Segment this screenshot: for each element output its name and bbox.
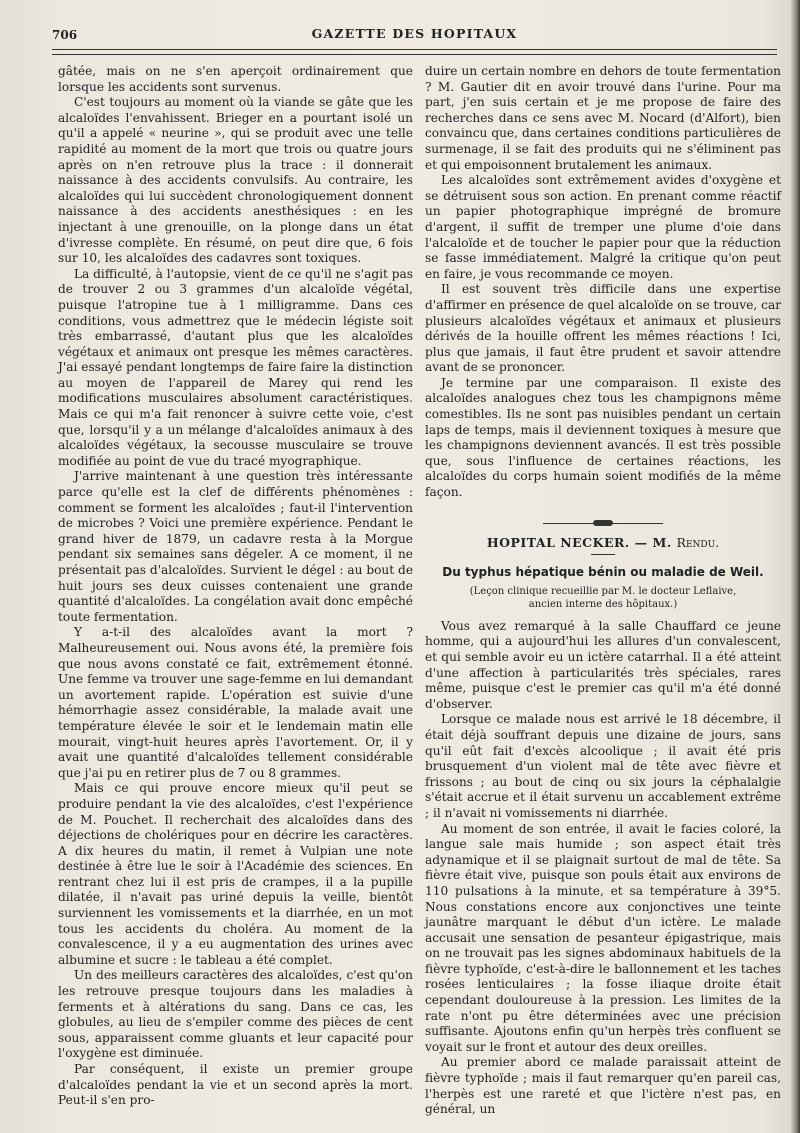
section-heading <box>425 535 781 551</box>
paragraph: Vous avez remarqué à la salle Chauffard ce jeune homme, qui a aujourd'hui les allures d'un convalescent, et qui semble avoir eu un ictère catarrhal. Il a été atteint d'une affection à particularités très spéciales, rares même, puisque c'est le premier cas qu'il m'a été donné d'observer. <box>425 618 781 711</box>
page-header <box>52 22 777 44</box>
paragraph: Il est souvent très difficile dans une expertise d'affirmer en présence de quel alcaloïde on se trouve, car plusieurs alcaloïdes végétaux et animaux et plusieurs dérivés de la houille offrent les mêmes réactions ! Ici, plus que jamais, il faut être prudent et savoir attendre avant de se prononcer. <box>425 282 781 375</box>
left-column <box>58 64 413 1109</box>
subtitle-line: (Leçon clinique recueillie par M. le docteur Leflaive, <box>469 585 737 597</box>
author-name: Rendu. <box>676 534 720 550</box>
paragraph: J'arrive maintenant à une question très intéressante parce qu'elle est la clef de différents phénomènes : comment se forment les alcaloïdes ; faut-il l'intervention de microbes ? Voici une première expérience. Pendant le grand hiver de 1879, un cadavre resta à la Morgue pendant six semaines sans dégeler. A ce moment, il ne présentait pas d'alcaloïdes. Survient le dégel : au bout de huit jours ses deux cuisses contenaient une grande quantité d'alcaloïdes. La congélation avait donc empêché toute fermentation. <box>58 469 413 624</box>
header-rule <box>52 49 777 55</box>
right-column <box>425 64 781 1118</box>
article-title: Du typhus hépatique bénin ou maladie de Weil. <box>442 565 764 580</box>
paragraph: Mais ce qui prouve encore mieux qu'il peut se produire pendant la vie des alcaloïdes, c'est l'expérience de M. Pouchet. Il recherchait des alcaloïdes dans des déjections de cholériques pour en décrire les caractères. A dix heures du matin, il remet à Vulpian une note destinée à être lue le soir à l'Académie des sciences. En rentrant chez lui il est pris de crampes, il a la pupille dilatée, il n'avait pas uriné depuis la veille, bientôt surviennent les vomissements et la diarrhée, en un mot tous les accidents du choléra. Au moment de la convalescence, il y a eu augmentation des urines avec albumine et sucre : le tableau a été complet. <box>58 781 413 967</box>
page-number: 706 <box>52 28 78 42</box>
author-prefix: — M. <box>634 534 672 550</box>
paragraph: duire un certain nombre en dehors de toute fermentation ? M. Gautier dit en avoir trouvé dans l'urine. Pour ma part, j'en suis certain et je me propose de faire des recherches dans ce sens avec M. Nocard (d'Alfort), bien convaincu que, dans certaines conditions particulières de surmenage, il se fait des produits qui ne s'éliminent pas et qui empoisonnent brutalement les animaux. <box>425 64 781 172</box>
subtitle-line: ancien interne des hôpitaux.) <box>528 598 678 610</box>
paragraph: Lorsque ce malade nous est arrivé le 18 décembre, il était déjà souffrant depuis une dizaine de jours, sans qu'il eût fait d'excès alcoolique ; il avait été pris brusquement d'un violent mal de tête avec fièvre et frissons ; au bout de cinq ou six jours la céphalalgie s'était accrue et il était survenu un accablement extrême ; il n'avait ni vomissements ni diarrhée. <box>425 712 781 820</box>
paragraph: gâtée, mais on ne s'en aperçoit ordinairement que lorsque les accidents sont survenus. <box>58 64 413 94</box>
paragraph: Je termine par une comparaison. Il existe des alcaloïdes analogues chez tous les champignons même comestibles. Ils ne sont pas nuisibles pendant un certain laps de temps, mais il deviennent toxiques à mesure que les champignons deviennent avancés. Il est très possible que, sous l'influence de certaines réactions, les alcaloïdes du corps humain soient modifiés de la même façon. <box>425 375 781 500</box>
page-edge-shadow <box>791 0 800 1133</box>
short-rule <box>591 554 615 555</box>
section-divider <box>543 519 663 529</box>
paragraph: Y a-t-il des alcaloïdes avant la mort ? Malheureusement oui. Nous avons été, la première fois que nous avons constaté ce fait, extrêmement étonné. Une femme va trouver une sage-femme en lui demandant un avortement rapide. L'opération est suivie d'une hémorrhagie assez considérable, la malade avait une température élevée le soir et le lendemain matin elle mourait, vingt-huit heures après l'avortement. Or, il y avait une quantité d'alcaloïdes tellement considérable que j'ai pu en retirer plus de 7 ou 8 grammes. <box>58 625 413 780</box>
journal-title: GAZETTE DES HOPITAUX <box>311 26 518 41</box>
paragraph: Au premier abord ce malade paraissait atteint de fièvre typhoïde ; mais il faut remarquer qu'en pareil cas, l'herpès est une rareté et que l'ictère n'est pas, en général, un <box>425 1055 781 1117</box>
paragraph: Les alcaloïdes sont extrêmement avides d'oxygène et se détruisent sous son action. En prenant comme réactif un papier photographique imprégné de bromure d'argent, il suffit de tremper une plume d'oie dans l'alcaloïde et de toucher le papier pour que la réduction se fasse immédiatement. Malgré la critique qu'on peut en faire, je vous recommande ce moyen. <box>425 173 781 281</box>
paragraph: Par conséquent, il existe un premier groupe d'alcaloïdes pendant la vie et un second après la mort. Peut-il s'en pro- <box>58 1062 413 1108</box>
paragraph: Au moment de son entrée, il avait le facies coloré, la langue sale mais humide ; son aspect était très adynamique et il se plaignait surtout de mal de tête. Sa fièvre était vive, puisque son pouls était aux environs de 110 pulsations à la minute, et sa température à 39°5. Nous constations encore aux conjonctives une teinte jaunâtre marquant le début d'un ictère. Le malade accusait une sensation de pesanteur épigastrique, mais on ne trouvait pas les signes abdominaux habituels de la fièvre typhoïde, c'est-à-dire le ballonnement et les taches rosées lenticulaires ; la fosse iliaque droite était cependant douloureuse à la pression. Les limites de la rate n'ont pu être déterminées avec une précision suffisante. Ajoutons enfin qu'un herpès très confluent se voyait sur le front et autour des deux oreilles. <box>425 821 781 1054</box>
hospital-name: HOPITAL NECKER. <box>486 534 630 550</box>
paragraph: C'est toujours au moment où la viande se gâte que les alcaloïdes l'envahissent. Brieger en a pourtant isolé un qu'il a appelé « neurine », qui se produit avec une telle rapidité au moment de la mort que trois ou quatre jours après on n'en retrouve plus la trace : il donnerait naissance à des accidents convulsifs. Au contraire, les alcaloïdes qui lui succèdent chronologiquement donnent naissance à des accidents anesthésiques : en les injectant à une grenouille, on la plonge dans un état d'ivresse complète. En résumé, on peut dire que, 6 fois sur 10, les alcaloïdes des cadavres sont toxiques. <box>58 95 413 266</box>
paragraph: La difficulté, à l'autopsie, vient de ce qu'il ne s'agit pas de trouver 2 ou 3 grammes d'un alcaloïde végétal, puisque l'atropine tue à 1 milligramme. Dans ces conditions, vous admettrez que le médecin légiste soit très embarrassé, d'autant plus que les alcaloïdes végétaux et animaux ont presque les mêmes caractères. J'ai essayé pendant longtemps de faire faire la distinction au moyen de l'appareil de Marey qui rend les modifications musculaires absolument caractéristiques. Mais ce qui m'a fait renoncer à suivre cette voie, c'est que, lorsqu'il y a un mélange d'alcaloïdes animaux à des alcaloïdes végétaux, la secousse musculaire se trouve modifiée au point de vue du tracé myographique. <box>58 266 413 468</box>
paragraph: Un des meilleurs caractères des alcaloïdes, c'est qu'on les retrouve presque toujours dans les maladies à ferments et à altérations du sang. Dans ce cas, les globules, au lieu de s'empiler comme des pièces de cent sous, apparaissent comme gluants et leur capacité pour l'oxygène est diminuée. <box>58 968 413 1061</box>
article-subtitle <box>425 585 781 611</box>
